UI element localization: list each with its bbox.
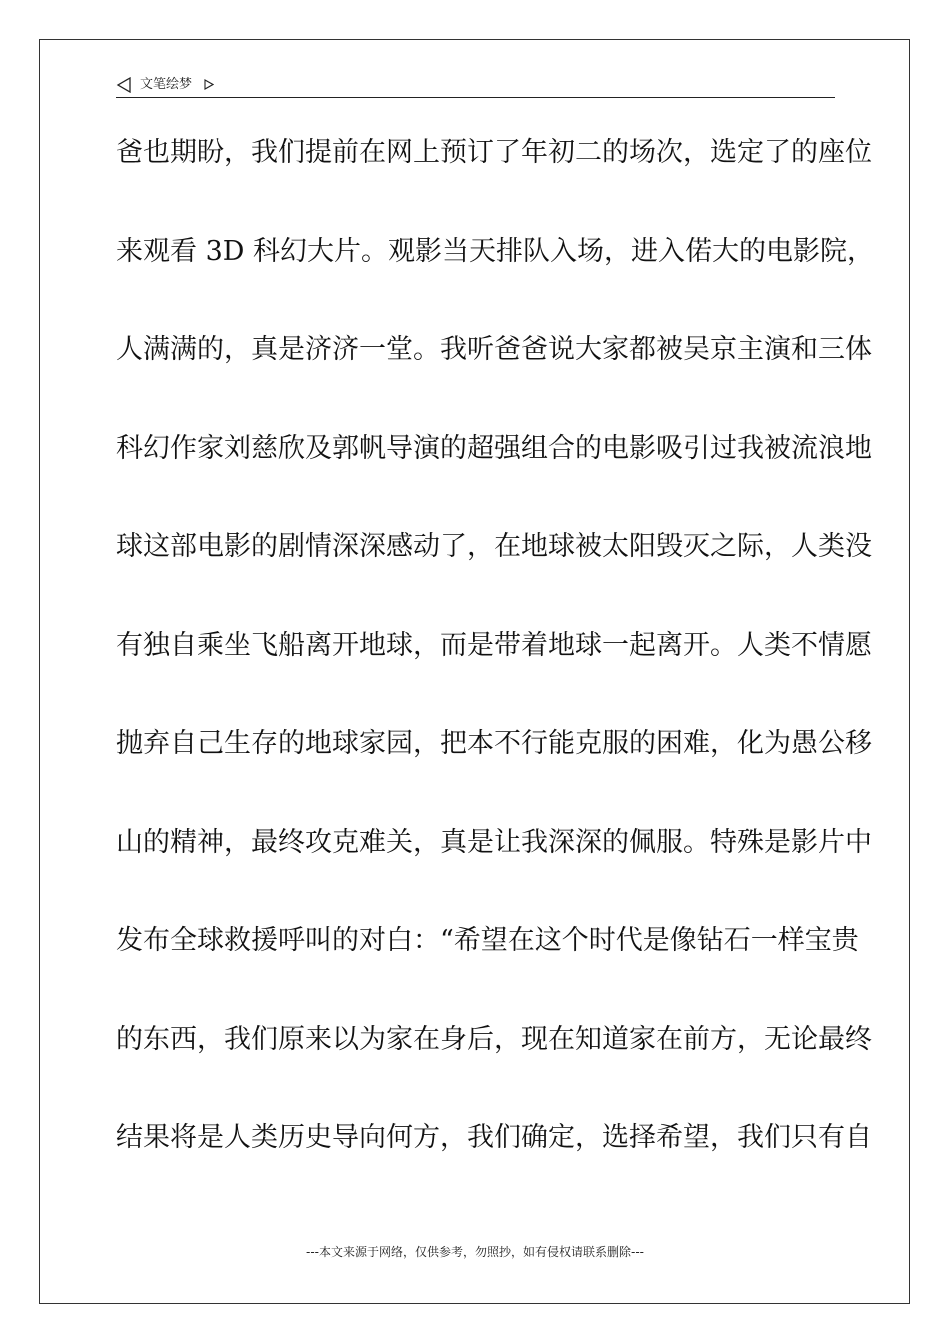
triangle-right-icon [204, 79, 214, 90]
text-line: 球这部电影的剧情深深感动了，在地球被太阳毁灭之际，人类没 [116, 531, 872, 562]
text-line: 来观看 3D 科幻大片。观影当天排队入场，进入偌大的电影院， [116, 235, 874, 267]
article-body [116, 126, 874, 1210]
header-title: 文笔绘梦 [140, 77, 193, 92]
text-line: 结果将是人类历史导向何方，我们确定，选择希望，我们只有自 [116, 1122, 872, 1153]
text-line: 有独自乘坐飞船离开地球，而是带着地球一起离开。人类不情愿 [116, 629, 872, 661]
footer-disclaimer: ---本文来源于网络，仅供参考，勿照抄，如有侵权请联系删除--- [306, 1245, 644, 1259]
page-header [116, 74, 835, 98]
text-line: 的东西，我们原来以为家在身后，现在知道家在前方，无论最终 [116, 1023, 872, 1055]
triangle-left-icon [116, 77, 132, 93]
text-line: 抛弃自己生存的地球家园，把本不行能克服的困难，化为愚公移 [116, 728, 872, 759]
text-line: 爸也期盼，我们提前在网上预订了年初二的场次，选定了的座位 [116, 137, 872, 168]
text-line: 科幻作家刘慈欣及郭帆导演的超强组合的电影吸引过我被流浪地 [116, 432, 872, 464]
text-line: 人满满的，真是济济一堂。我听爸爸说大家都被吴京主演和三体 [116, 334, 872, 365]
text-line: 山的精神，最终攻克难关，真是让我深深的佩服。特殊是影片中 [116, 826, 872, 858]
text-line: 发布全球救援呼叫的对白：“希望在这个时代是像钻石一样宝贵 [116, 925, 859, 956]
